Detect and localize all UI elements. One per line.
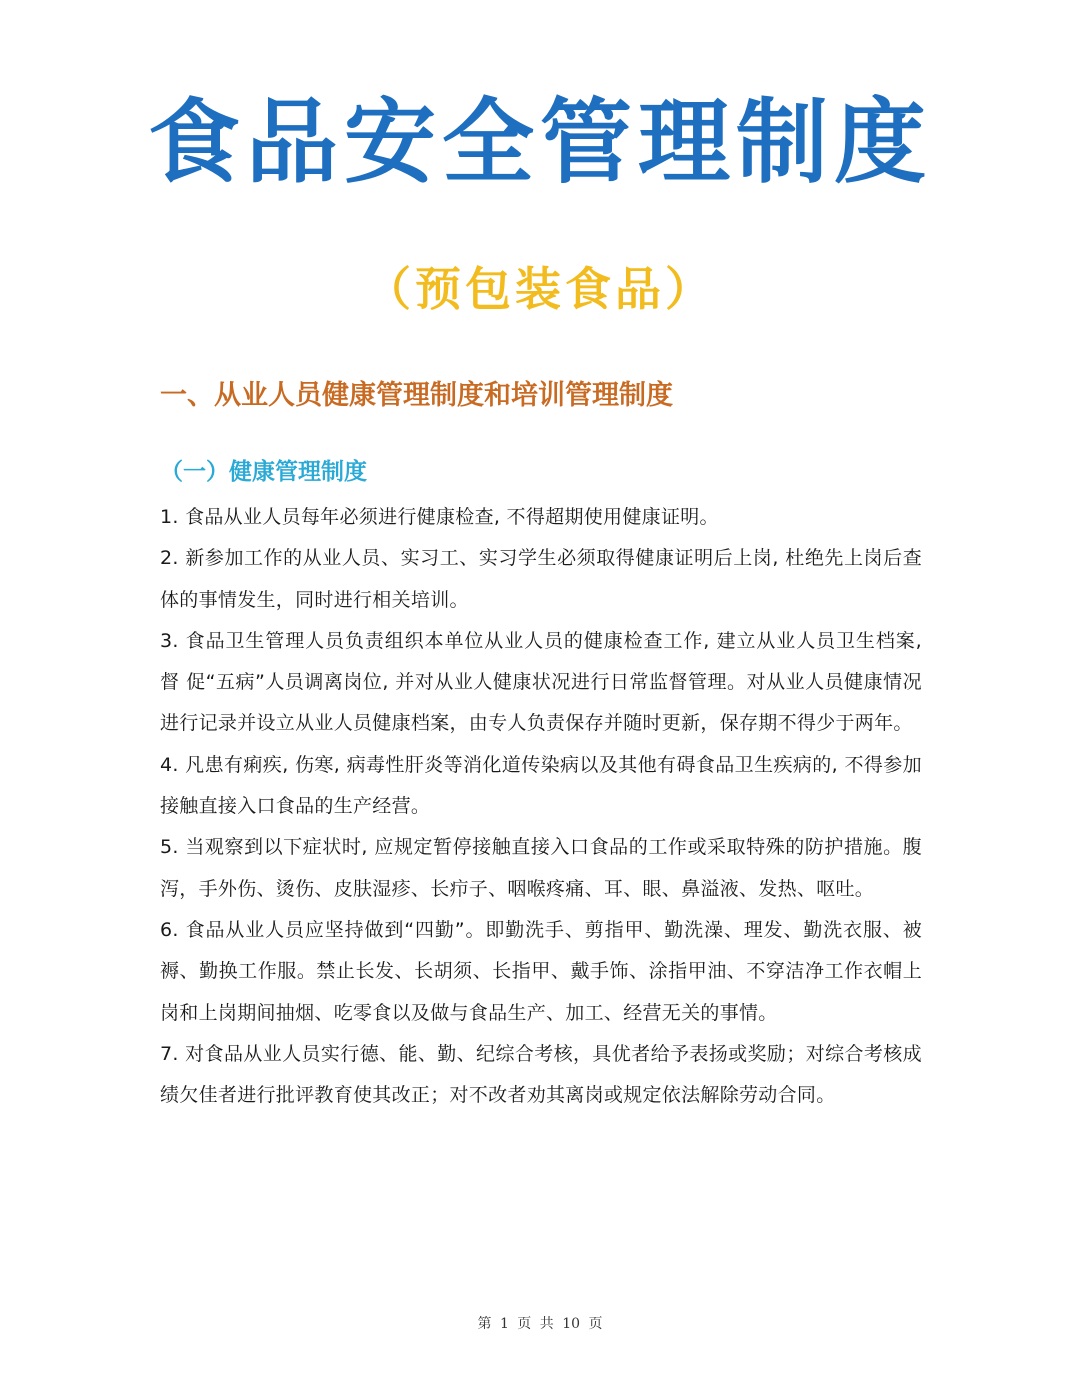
list-item: 2. 新参加工作的从业人员、实习工、实习学生必须取得健康证明后上岗, 杜绝先上岗后查 体的事情发生，同时进行相关培训。 [160,547,922,611]
list-item: 6. 食品从业人员应坚持做到“四勤”。即勤洗手、剪指甲、勤洗澡、理发、勤洗衣服、被 褥、勤换工作服。禁止长发、长胡须、长指甲、戴手饰、涂指甲油、不穿洁净工作衣帽上岗和上岗期间抽烟、吃零食以及做与食品生产、加工、经营无关的事情。 [160,918,922,1024]
list-item: 4. 凡患有痢疾, 伤寒, 病毒性肝炎等消化道传染病以及其他有碍食品卫生疾病的, 不得参加 接触直接入口食品的生产经营。 [160,753,922,818]
list-item: 3. 食品卫生管理人员负责组织本单位从业人员的健康检查工作, 建立从业人员卫生档案, 督 促“五病”人员调离岗位, 并对从业人健康状况进行日常监督管理。对从业人员健康情况进行记录并设立从业人员健康档案，由专人负责保存并随时更新，保存期不得少于两年。 [160,629,922,735]
subsection-heading: （一）健康管理制度 [160,459,367,485]
health-rules-list [160,497,922,1116]
page-number-footer: 第 1 页 共 10 页 [477,1316,603,1332]
document-subtitle: （预包装食品） [365,262,715,316]
document-title: 食品安全管理制度 [147,89,932,196]
list-item: 7. 对食品从业人员实行德、能、勤、纪综合考核，具优者给予表扬或奖励；对综合考核成 绩欠佳者进行批评教育使其改正；对不改者劝其离岗或规定依法解除劳动合同。 [160,1042,922,1107]
list-item: 5. 当观察到以下症状时, 应规定暂停接触直接入口食品的工作或采取特殊的防护措施。腹 泻，手外伤、烫伤、皮肤湿疹、长疖子、咽喉疼痛、耳、眼、鼻溢液、发热、呕吐。 [160,836,922,900]
list-item: 1. 食品从业人员每年必须进行健康检查, 不得超期使用健康证明。 [160,506,719,528]
section-heading: 一、从业人员健康管理制度和培训管理制度 [160,380,673,411]
